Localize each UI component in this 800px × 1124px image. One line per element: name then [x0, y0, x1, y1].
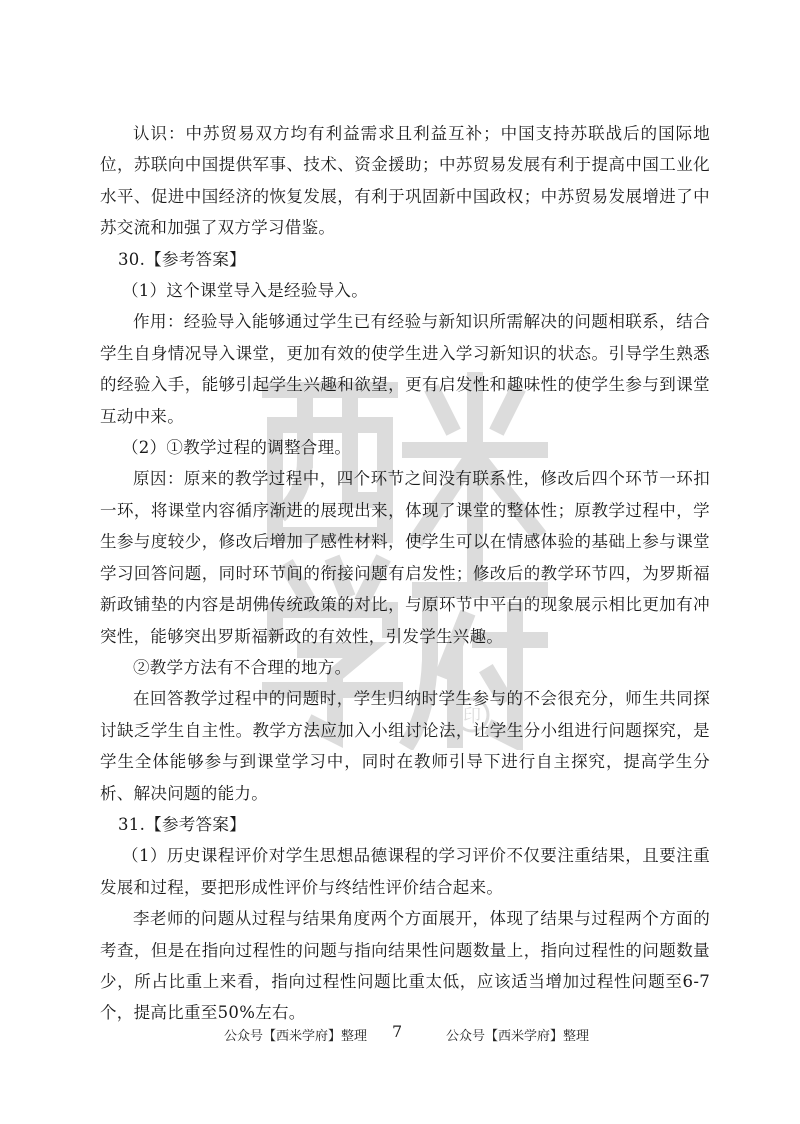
paragraph-30-2-method-detail: 在回答教学过程中的问题时，学生归纳时学生参与的不会很充分，师生共同探讨缺乏学生自主性。教学方法应加入小组讨论法，让学生分小组进行问题探究，是学生全体能够参与到课堂学习中，同时在教师引导下进行自主探究，提高学生分析、解决问题的能力。 [100, 689, 710, 803]
paragraph-30-2: （2）①教学过程的调整合理。 [122, 438, 352, 458]
paragraph-30-1: （1）这个课堂导入是经验导入。 [122, 281, 368, 301]
paragraph-understanding: 认识：中苏贸易双方均有利益需求且利益互补；中国支持苏联战后的国际地位，苏联向中国提供军事、技术、资金援助；中苏贸易发展有利于提高中国工业化水平、促进中国经济的恢复发展，有利于巩固新中国政权；中苏贸易发展增进了中苏交流和加强了双方学习借鉴。 [100, 124, 710, 238]
paragraph-31-1: （1）历史课程评价对学生思想品德课程的学习评价不仅要注重结果，且要注重发展和过程，要把形成性评价与终结性评价结合起来。 [100, 846, 710, 897]
footer-right-source: 公众号【西米学府】整理 [446, 1029, 590, 1044]
answer-heading-30: 30.【参考答案】 [118, 249, 246, 269]
footer-left-source: 公众号【西米学府】整理 [224, 1029, 368, 1044]
paragraph-30-1-function: 作用：经验导入能够通过学生已有经验与新知识所需解决的问题相联系，结合学生自身情况导入课堂，更加有效的使学生进入学习新知识的状态。引导学生熟悉的经验入手，能够引起学生兴趣和欲望，更有启发性和趣味性的使学生参与到课堂互动中来。 [100, 312, 710, 426]
answer-heading-31: 31.【参考答案】 [118, 814, 246, 834]
paragraph-30-2-reason: 原因：原来的教学过程中，四个环节之间没有联系性，修改后四个环节一环扣一环，将课堂内容循序渐进的展现出来，体现了课堂的整体性；原教学过程中，学生参与度较少，修改后增加了感性材料，使学生可以在情感体验的基础上参与课堂学习回答问题，同时环节间的衔接问题有启发性；修改后的教学环节四，为罗斯福新政铺垫的内容是胡佛传统政策的对比，与原环节中平白的现象展示相比更加有冲突性，能够突出罗斯福新政的有效性，引发学生兴趣。 [100, 469, 710, 646]
page-number: 7 [392, 1022, 403, 1041]
svg-text:印: 印 [463, 706, 481, 727]
paragraph-31-1-analysis: 李老师的问题从过程与结果角度两个方面展开，体现了结果与过程两个方面的考查，但是在指向过程性的问题与指向结果性问题数量上，指向过程性的问题数量少，所占比重上来看，指向过程性问题比重太低，应该适当增加过程性问题至6-7个，提高比重至50%左右。 [100, 909, 710, 1023]
answer-body [100, 118, 710, 1029]
paragraph-30-2-method: ②教学方法有不合理的地方。 [133, 657, 352, 677]
page-footer [0, 1022, 800, 1046]
